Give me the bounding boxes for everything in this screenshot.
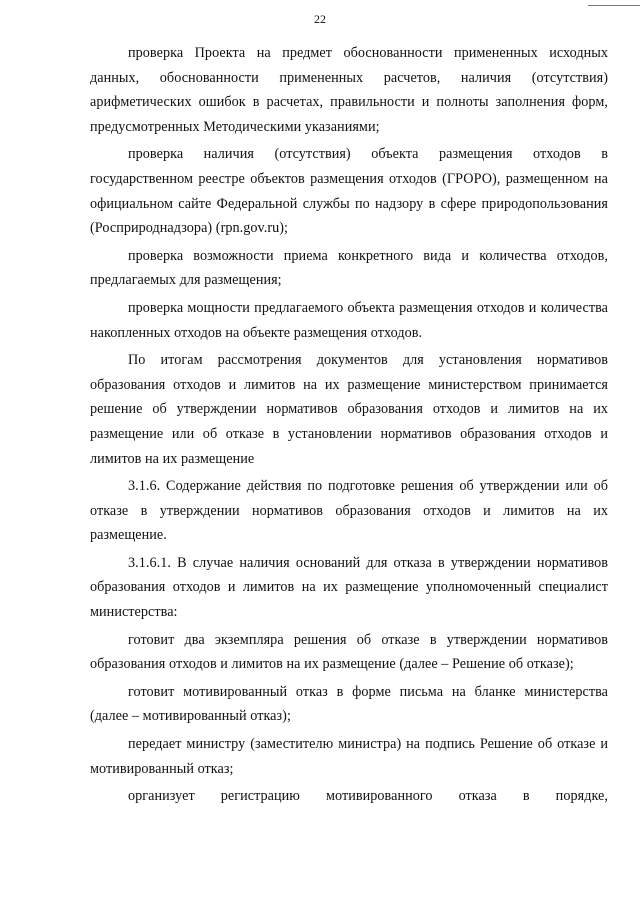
- paragraph-2: проверка наличия (отсутствия) объекта размещения отходов в государственном реестре объектов размещения отходов (ГРОРО), размещенном на официальном сайте Федеральной службы по надзору в сфере природопользования (Росприроднадзора) (rpn.gov.ru);: [90, 146, 608, 237]
- page-number: 22: [314, 12, 326, 26]
- paragraph-10: передает министру (заместителю министра) на подпись Решение об отказе и мотивированный отказ;: [90, 736, 608, 777]
- paragraph-1: проверка Проекта на предмет обоснованности примененных исходных данных, обоснованности примененных расчетов, наличия (отсутствия) арифметических ошибок в расчетах, правильности и полноты заполнения форм, предусмотренных Методическими указаниями;: [90, 45, 608, 135]
- paragraph-3: проверка возможности приема конкретного вида и количества отходов, предлагаемых для размещения;: [90, 247, 608, 289]
- paragraph-9: готовит мотивированный отказ в форме письма на бланке министерства (далее – мотивированный отказ);: [90, 683, 608, 725]
- corner-mark: [588, 0, 640, 6]
- document-body: [90, 38, 608, 809]
- paragraph-6: 3.1.6. Содержание действия по подготовке решения об утверждении или об отказе в утверждении нормативов образования отходов и лимитов на их размещение.: [90, 478, 608, 544]
- paragraph-7: 3.1.6.1. В случае наличия оснований для отказа в утверждении нормативов образования отходов и лимитов на их размещение уполномоченный специалист министерства:: [90, 554, 608, 621]
- paragraph-5: По итогам рассмотрения документов для установления нормативов образования отходов и лимитов на их размещение министерством принимается решение об утверждении нормативов образования отходов и лимитов на их размещение или об отказе в установлении нормативов образования отходов и лимитов на их размещение: [90, 352, 608, 467]
- paragraph-8: готовит два экземпляра решения об отказе в утверждении нормативов образования отходов и лимитов на их размещение (далее – Решение об отказе);: [90, 631, 608, 673]
- paragraph-4: проверка мощности предлагаемого объекта размещения отходов и количества накопленных отходов на объекте размещения отходов.: [90, 299, 608, 341]
- paragraph-11: организует регистрацию мотивированного отказа в порядке,: [128, 788, 608, 805]
